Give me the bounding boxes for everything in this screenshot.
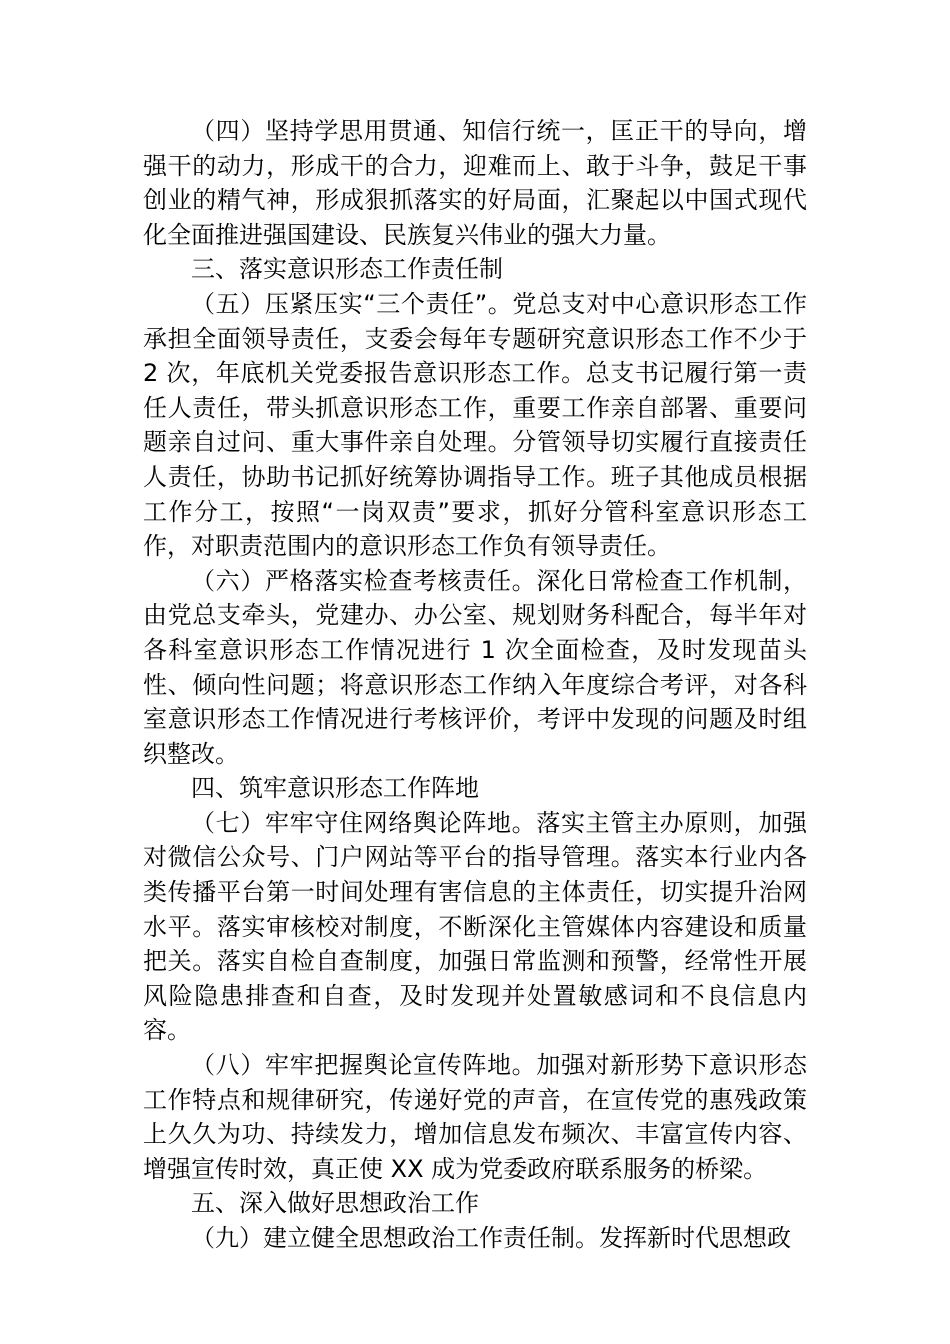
paragraph-7: （七）牢牢守住网络舆论阵地。落实主管主办原则，加强对微信公众号、门户网站等平台的指导管理。落实本行业内各类传播平台第一时间处理有害信息的主体责任，切实提升治网水平。落实审核校对制度，不断深化主管媒体内容建设和质量把关。落实自检自查制度，加强日常监测和预警，经常性开展风险隐患排查和自查，及时发现并处置敏感词和不良信息内容。: [143, 808, 807, 1045]
paragraph-8: （八）牢牢把握舆论宣传阵地。加强对新形势下意识形态工作特点和规律研究，传递好党的声音，在宣传党的惠残政策上久久为功、持续发力，增加信息发布频次、丰富宣传内容、增强宣传时效，真正使 XX 成为党委政府联系服务的桥梁。: [143, 1051, 807, 1183]
paragraph-6: （六）严格落实检查考核责任。深化日常检查工作机制，由党总支牵头，党建办、办公室、规划财务科配合，每半年对各科室意识形态工作情况进行 1 次全面检查，及时发现苗头性、倾向性问题；将意识形态工作纳入年度综合考评，对各科室意识形态工作情况进行考核评价，考评中发现的问题及时组织整改。: [143, 566, 807, 768]
section-heading-5: 五、深入做好思想政治工作: [191, 1189, 479, 1218]
section-heading-4: 四、筑牢意识形态工作阵地: [191, 774, 479, 803]
document-body: [143, 114, 807, 1256]
paragraph-5: （五）压紧压实“三个责任”。党总支对中心意识形态工作承担全面领导责任，支委会每年专题研究意识形态工作不少于 2 次，年底机关党委报告意识形态工作。总支书记履行第一责任人责任，带头抓意识形态工作，重要工作亲自部署、重要问题亲自过问、重大事件亲自处理。分管领导切实履行直接责任人责任，协助书记抓好统筹协调指导工作。班子其他成员根据工作分工，按照“一岗双责”要求，抓好分管科室意识形态工作，对职责范围内的意识形态工作负有领导责任。: [143, 289, 807, 561]
paragraph-4: （四）坚持学思用贯通、知信行统一，匡正干的导向，增强干的动力，形成干的合力，迎难而上、敢于斗争，鼓足干事创业的精气神，形成狠抓落实的好局面，汇聚起以中国式现代化全面推进强国建设、民族复兴伟业的强大力量。: [143, 117, 807, 249]
paragraph-9: （九）建立健全思想政治工作责任制。发挥新时代思想政: [191, 1224, 791, 1252]
section-heading-3: 三、落实意识形态工作责任制: [191, 255, 503, 284]
